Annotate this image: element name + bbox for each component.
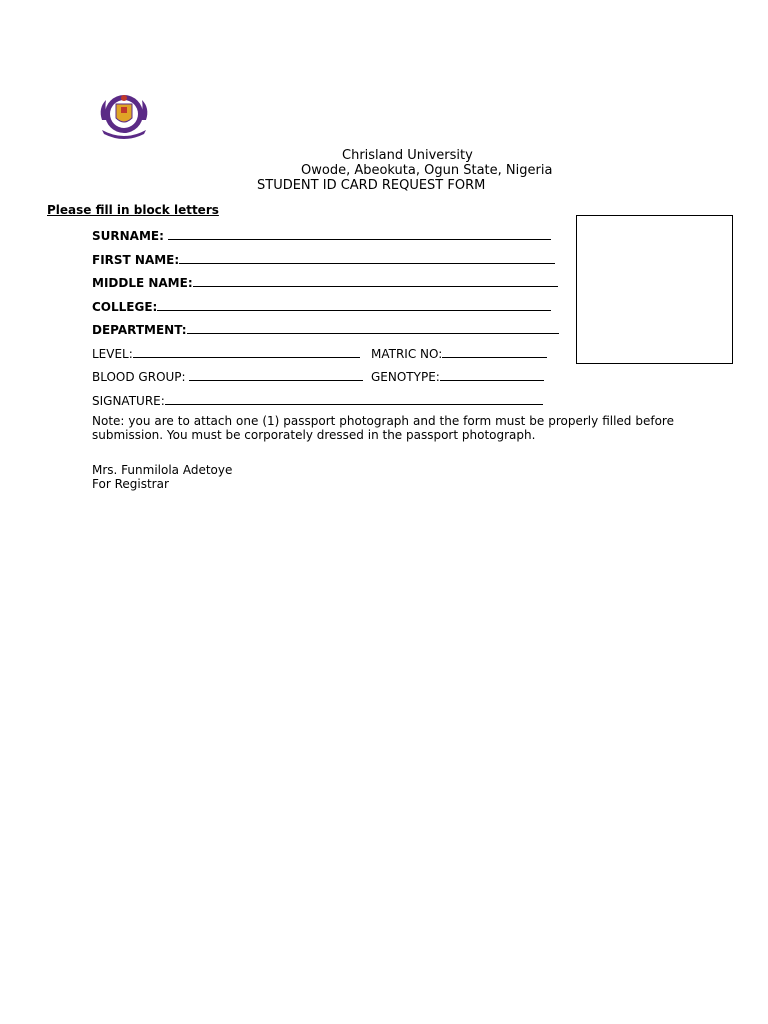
signature-line[interactable]	[165, 392, 543, 405]
college-field	[92, 298, 551, 314]
genotype-line[interactable]	[440, 368, 544, 381]
blood-group-label: BLOOD GROUP:	[92, 370, 190, 384]
first-name-field	[92, 251, 555, 267]
form-title: STUDENT ID CARD REQUEST FORM	[257, 178, 486, 193]
signature-field	[92, 392, 543, 408]
department-field	[92, 321, 559, 337]
university-name: Chrisland University	[342, 148, 473, 163]
level-line[interactable]	[133, 345, 360, 358]
passport-photo-box[interactable]	[576, 215, 733, 364]
blood-group-field	[92, 368, 363, 384]
signatory-title: For Registrar	[92, 477, 169, 491]
signature-label: SIGNATURE:	[92, 394, 165, 408]
middle-name-label: MIDDLE NAME:	[92, 276, 193, 290]
surname-field	[92, 227, 551, 243]
surname-label: SURNAME:	[92, 229, 169, 243]
surname-line[interactable]	[168, 227, 551, 240]
matric-no-label: MATRIC NO:	[371, 347, 443, 361]
first-name-line[interactable]	[179, 251, 555, 264]
matric-no-field	[371, 345, 547, 361]
university-crest-logo	[96, 90, 152, 142]
signatory-block	[92, 463, 232, 491]
college-label: COLLEGE:	[92, 300, 158, 314]
college-line[interactable]	[157, 298, 551, 311]
instruction-text: Please fill in block letters	[47, 203, 219, 217]
middle-name-field	[92, 274, 558, 290]
first-name-label: FIRST NAME:	[92, 253, 180, 267]
level-label: LEVEL:	[92, 347, 133, 361]
note-text: Note: you are to attach one (1) passport photograph and the form must be properly filled before submission. You must be corporately dressed in the passport photograph.	[92, 414, 674, 442]
level-field	[92, 345, 360, 361]
signatory-name: Mrs. Funmilola Adetoye	[92, 463, 233, 477]
genotype-field	[371, 368, 544, 384]
department-label: DEPARTMENT:	[92, 323, 187, 337]
blood-group-line[interactable]	[189, 368, 363, 381]
genotype-label: GENOTYPE:	[371, 370, 440, 384]
middle-name-line[interactable]	[193, 274, 558, 287]
university-address: Owode, Abeokuta, Ogun State, Nigeria	[301, 163, 553, 178]
department-line[interactable]	[187, 321, 559, 334]
matric-no-line[interactable]	[442, 345, 547, 358]
